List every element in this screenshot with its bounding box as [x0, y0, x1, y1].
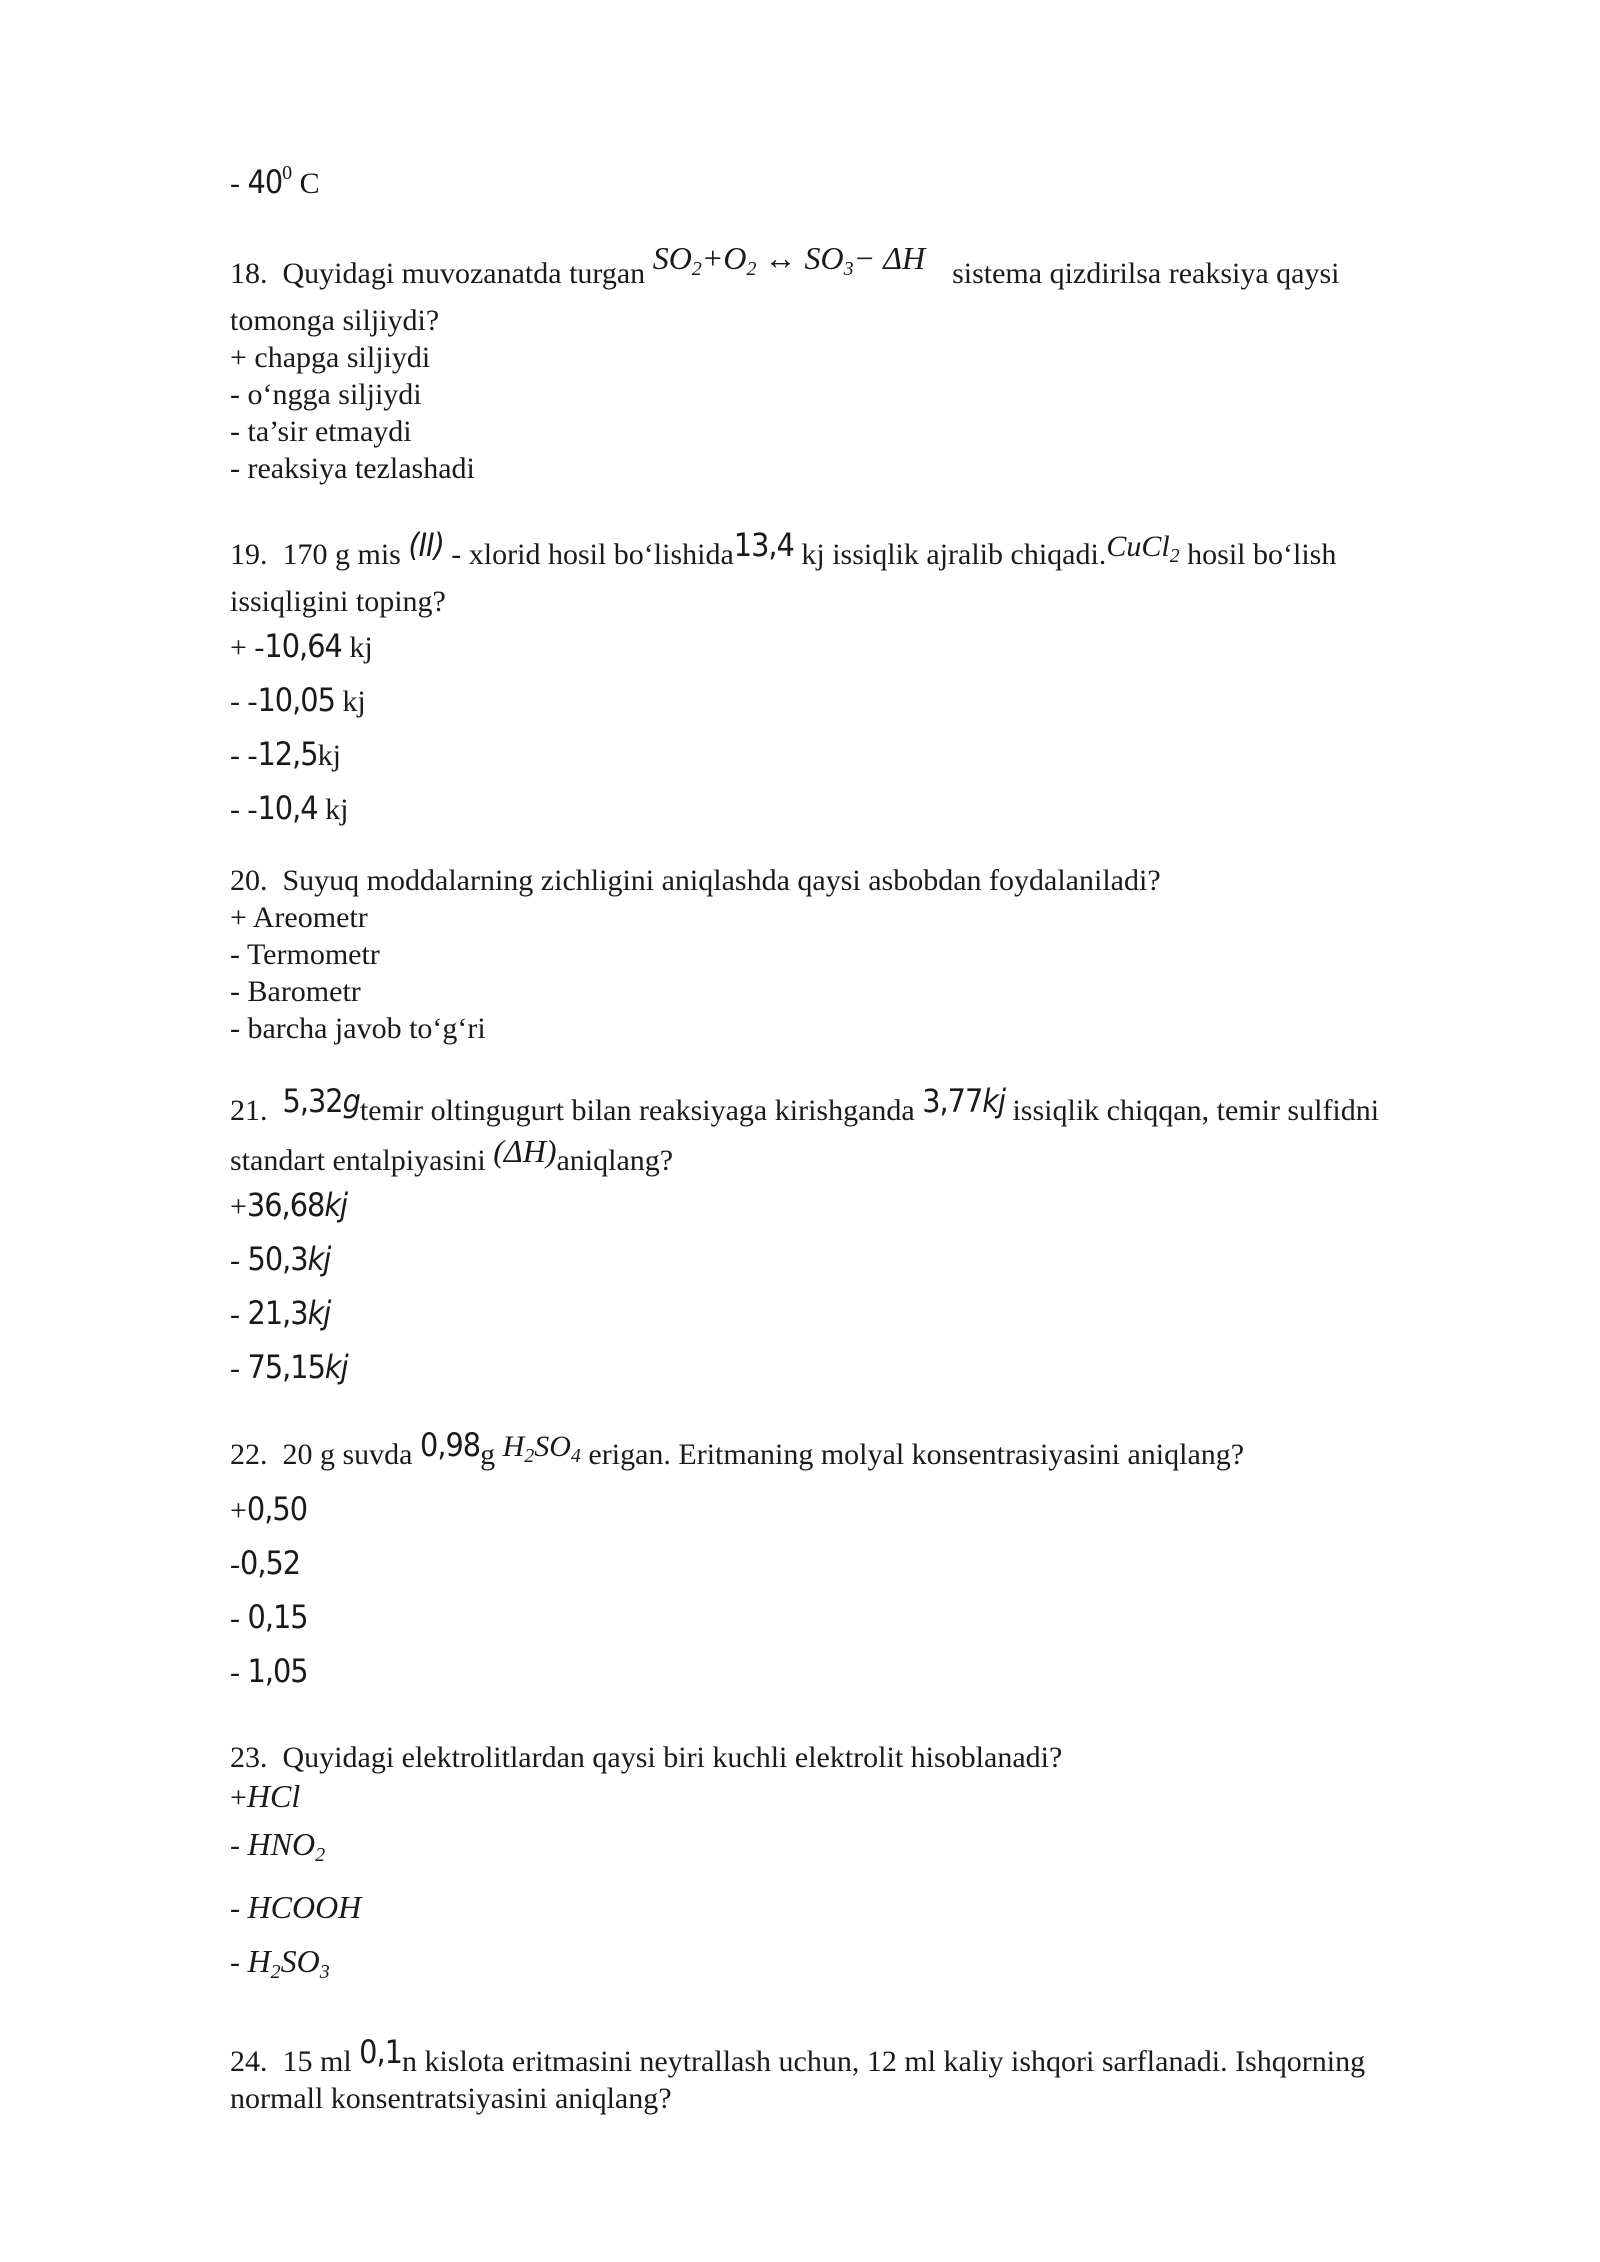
answer-option-c: [230, 728, 1480, 782]
mass-unit: g: [342, 1082, 360, 1120]
answer-option-d: [230, 1645, 1480, 1699]
f-sub: 3: [319, 1961, 330, 1983]
option-value: 40: [247, 163, 283, 201]
option-value: 10,05: [257, 681, 335, 719]
text-segment: 15 ml: [282, 2045, 352, 2078]
answer-option-d: [230, 782, 1480, 836]
option-value: 36,68: [246, 1186, 325, 1224]
heat-value: 3,77: [922, 1082, 983, 1120]
delta-h-symbol: (ΔH): [493, 1133, 557, 1169]
answer-option-d: [230, 1341, 1480, 1395]
text-segment: Quyidagi elektrolitlardan qaysi biri kuchli elektrolit hisoblanadi?: [282, 1741, 1063, 1774]
answer-option-a: [230, 1776, 1480, 1818]
question-number: 18.: [230, 257, 268, 290]
text-segment: sistema qizdirilsa reaksiya qaysi: [952, 257, 1340, 290]
option-formula: HCl: [246, 1778, 301, 1814]
option-formula: [247, 1826, 326, 1866]
option-value: 12,5: [257, 735, 318, 773]
question-text: [230, 1426, 1480, 1483]
answer-option-b: [230, 1233, 1480, 1287]
answer-option-a: + Areometr: [230, 901, 368, 934]
option-mark: - -: [230, 685, 258, 718]
f-part: SO: [280, 1943, 320, 1979]
text-segment: aniqlang?: [556, 1144, 674, 1177]
f-sub: 2: [1169, 545, 1180, 567]
question-number: 21.: [230, 1094, 268, 1127]
option-mark: -: [230, 1829, 240, 1862]
f-part: CuCl: [1106, 530, 1170, 563]
question-number: 24.: [230, 2045, 268, 2078]
option-value: 50,3: [247, 1240, 308, 1278]
option-unit: C: [299, 167, 320, 200]
f-sub: 2: [270, 1961, 281, 1983]
answer-option-b: [230, 674, 1480, 728]
question-20: [230, 862, 1480, 1047]
answer-option-d: - barcha javob to‘g‘ri: [230, 1012, 486, 1045]
roman-numeral: (II): [408, 526, 444, 564]
question-24: [230, 2033, 1480, 2117]
answer-option-d: - reaksiya tezlashadi: [230, 452, 475, 485]
option-unit: kj: [307, 1240, 331, 1278]
question-18: [230, 240, 1480, 487]
option-mark: +: [230, 1494, 247, 1527]
option-mark: -: [230, 167, 240, 200]
option-unit: kj: [342, 685, 366, 718]
option-mark: -: [230, 1548, 240, 1581]
option-mark: -: [230, 1656, 240, 1689]
option-formula: HCOOH: [247, 1889, 362, 1925]
f-sub: 2: [524, 1445, 535, 1467]
option-value: 10,64: [264, 627, 342, 665]
question-text: [230, 1082, 1480, 1129]
question-number: 19.: [230, 538, 268, 571]
f-sub: 2: [691, 258, 702, 280]
h2so4-formula: [502, 1430, 581, 1467]
text-segment: Quyidagi muvozanatda turgan: [282, 257, 646, 290]
option-mark: -: [230, 1352, 240, 1385]
option-formula: [247, 1943, 330, 1983]
option-unit: kj: [324, 1186, 347, 1224]
option-value: 0,52: [240, 1544, 301, 1582]
option-value: 10,4: [257, 789, 318, 827]
text-segment: 20 g suvda: [282, 1438, 413, 1471]
f-part: HNO: [247, 1826, 316, 1862]
heat-unit: kj: [982, 1082, 1005, 1120]
option-top: [230, 155, 1480, 202]
heat-value: 13,4: [733, 526, 794, 564]
text-segment: erigan. Eritmaning molyal konsentrasiyasini aniqlang?: [588, 1438, 1245, 1471]
question-number: 20.: [230, 864, 268, 897]
option-mark: +: [230, 1190, 247, 1223]
answer-option-a: [230, 1179, 1480, 1233]
f-part: ↔ SO: [756, 240, 844, 276]
f-sub: 2: [315, 1844, 326, 1866]
f-part: H: [502, 1430, 525, 1463]
option-mark: -: [230, 1946, 240, 1979]
option-mark: - -: [230, 793, 258, 826]
f-part: H: [247, 1943, 271, 1979]
question-text: [230, 862, 1480, 899]
option-mark: + -: [230, 631, 265, 664]
option-value: 75,15: [247, 1348, 325, 1386]
option-value: 0,50: [246, 1490, 307, 1528]
text-segment: g: [480, 1438, 496, 1471]
question-text-cont: tomonga siljiydi?: [230, 304, 440, 337]
question-22: [230, 1426, 1480, 1699]
option-unit: kj: [307, 1294, 331, 1332]
answer-option-b: - Termometr: [230, 938, 380, 971]
answer-option-b: - o‘ngga siljiydi: [230, 378, 422, 411]
question-21: [230, 1082, 1480, 1395]
option-mark: -: [230, 1298, 240, 1331]
question-19: [230, 526, 1480, 836]
answer-option-a: [230, 620, 1480, 674]
text-segment: standart entalpiyasini: [230, 1144, 486, 1177]
option-value: 21,3: [247, 1294, 308, 1332]
option-unit: kj: [325, 793, 349, 826]
answer-option-c: - Barometr: [230, 975, 361, 1008]
option-mark: - -: [230, 739, 258, 772]
reaction-formula: [652, 240, 926, 280]
answer-option-d: [230, 1935, 1480, 1998]
question-text: [230, 2033, 1480, 2080]
answer-option-a: [230, 1483, 1480, 1537]
question-23: [230, 1739, 1480, 1998]
text-segment: n kislota eritmasini neytrallash uchun, 12 ml kaliy ishqori sarflanadi. Ishqorning: [401, 2045, 1366, 2078]
question-number: 22.: [230, 1438, 268, 1471]
option-mark: +: [230, 1781, 247, 1814]
question-number: 23.: [230, 1741, 268, 1774]
question-text: [230, 526, 1480, 583]
answer-option-c: [230, 1881, 1480, 1935]
option-value: 0,15: [247, 1598, 308, 1636]
f-sub: 2: [746, 258, 757, 280]
f-sub: 3: [843, 258, 854, 280]
text-segment: - xlorid hosil bo‘lishida: [451, 538, 734, 571]
question-text-cont: normall konsentratsiyasini aniqlang?: [230, 2082, 672, 2115]
text-segment: Suyuq moddalarning zichligini aniqlashda qaysi asbobdan foydalaniladi?: [282, 864, 1161, 897]
f-sub: 4: [570, 1445, 581, 1467]
question-text-cont: issiqligini toping?: [230, 585, 446, 618]
option-mark: -: [230, 1244, 240, 1277]
cucl2-formula: [1106, 530, 1180, 567]
answer-option-c: [230, 1591, 1480, 1645]
option-mark: -: [230, 1602, 240, 1635]
question-text-cont: [230, 1133, 1480, 1179]
text-segment: 170 g mis: [282, 538, 401, 571]
answer-option-c: [230, 1287, 1480, 1341]
document-content: [230, 155, 1480, 2117]
f-part: SO: [652, 240, 692, 276]
answer-option-b: [230, 1818, 1480, 1881]
answer-option-c: - ta’sir etmaydi: [230, 415, 412, 448]
answer-option-b: [230, 1537, 1480, 1591]
f-part: +O: [701, 240, 747, 276]
text-segment: hosil bo‘lish: [1187, 538, 1337, 571]
option-value: 1,05: [247, 1652, 308, 1690]
f-part: SO: [534, 1430, 571, 1463]
option-unit: kj: [349, 631, 373, 664]
option-unit: kj: [317, 739, 341, 772]
option-unit: kj: [324, 1348, 348, 1386]
normality-value: 0,1: [359, 2033, 402, 2071]
question-text: [230, 240, 1480, 302]
mass-value: 0,98: [420, 1426, 481, 1464]
option-mark: -: [230, 1892, 240, 1925]
text-segment: temir oltingugurt bilan reaksiyaga kirishganda: [359, 1094, 915, 1127]
question-text: [230, 1739, 1480, 1776]
degree-sup: 0: [282, 162, 293, 184]
f-part: − ΔH: [853, 240, 926, 276]
text-segment: kj issiqlik ajralib chiqadi.: [801, 538, 1107, 571]
text-segment: issiqlik chiqqan, temir sulfidni: [1012, 1094, 1380, 1127]
answer-option-a: + chapga siljiydi: [230, 341, 431, 374]
mass-value: 5,32: [282, 1082, 343, 1120]
